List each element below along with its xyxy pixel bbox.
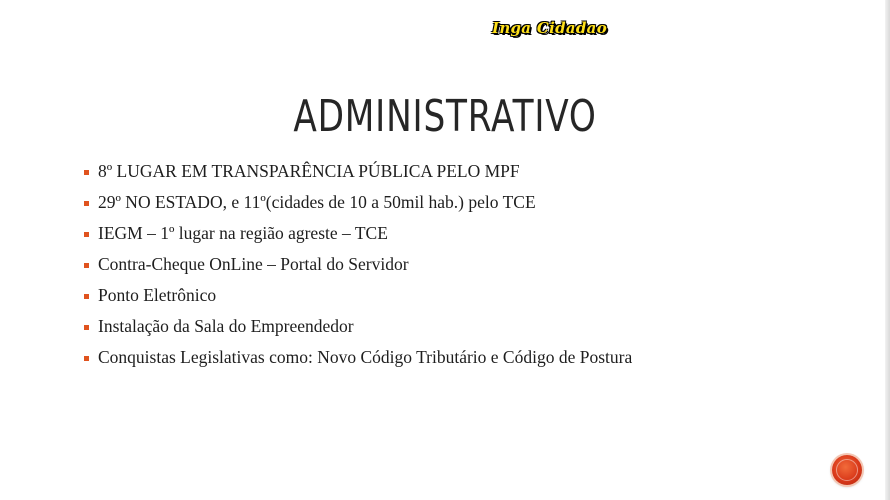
bullet-text: Instalação da Sala do Empreendedor xyxy=(98,316,354,336)
list-item xyxy=(84,280,632,311)
list-item xyxy=(84,342,632,373)
bullet-text: Contra-Cheque OnLine – Portal do Servidor xyxy=(98,254,409,274)
bullet-marker-icon xyxy=(84,356,89,361)
bullet-text: 29º NO ESTADO, e 11º(cidades de 10 a 50mil hab.) pelo TCE xyxy=(98,192,536,212)
bullet-marker-icon xyxy=(84,232,89,237)
bullet-marker-icon xyxy=(84,201,89,206)
slide-title: ADMINISTRATIVO xyxy=(293,91,597,143)
bullet-text: IEGM – 1º lugar na região agreste – TCE xyxy=(98,223,388,243)
bullet-marker-icon xyxy=(84,170,89,175)
list-item xyxy=(84,249,632,280)
list-item xyxy=(84,156,632,187)
bullet-text: 8º LUGAR EM TRANSPARÊNCIA PÚBLICA PELO MPF xyxy=(98,161,520,181)
brand-logo-text: Inga Cidadao xyxy=(492,19,608,37)
list-item xyxy=(84,218,632,249)
bullet-list xyxy=(84,156,632,373)
circle-button-icon[interactable] xyxy=(832,455,862,485)
list-item xyxy=(84,187,632,218)
bullet-marker-icon xyxy=(84,294,89,299)
list-item xyxy=(84,311,632,342)
bullet-text: Ponto Eletrônico xyxy=(98,285,217,305)
bullet-marker-icon xyxy=(84,325,89,330)
bullet-text: Conquistas Legislativas como: Novo Código Tributário e Código de Postura xyxy=(98,347,633,367)
bullet-marker-icon xyxy=(84,263,89,268)
circle-button-ring xyxy=(836,459,858,481)
slide-edge xyxy=(885,0,890,500)
